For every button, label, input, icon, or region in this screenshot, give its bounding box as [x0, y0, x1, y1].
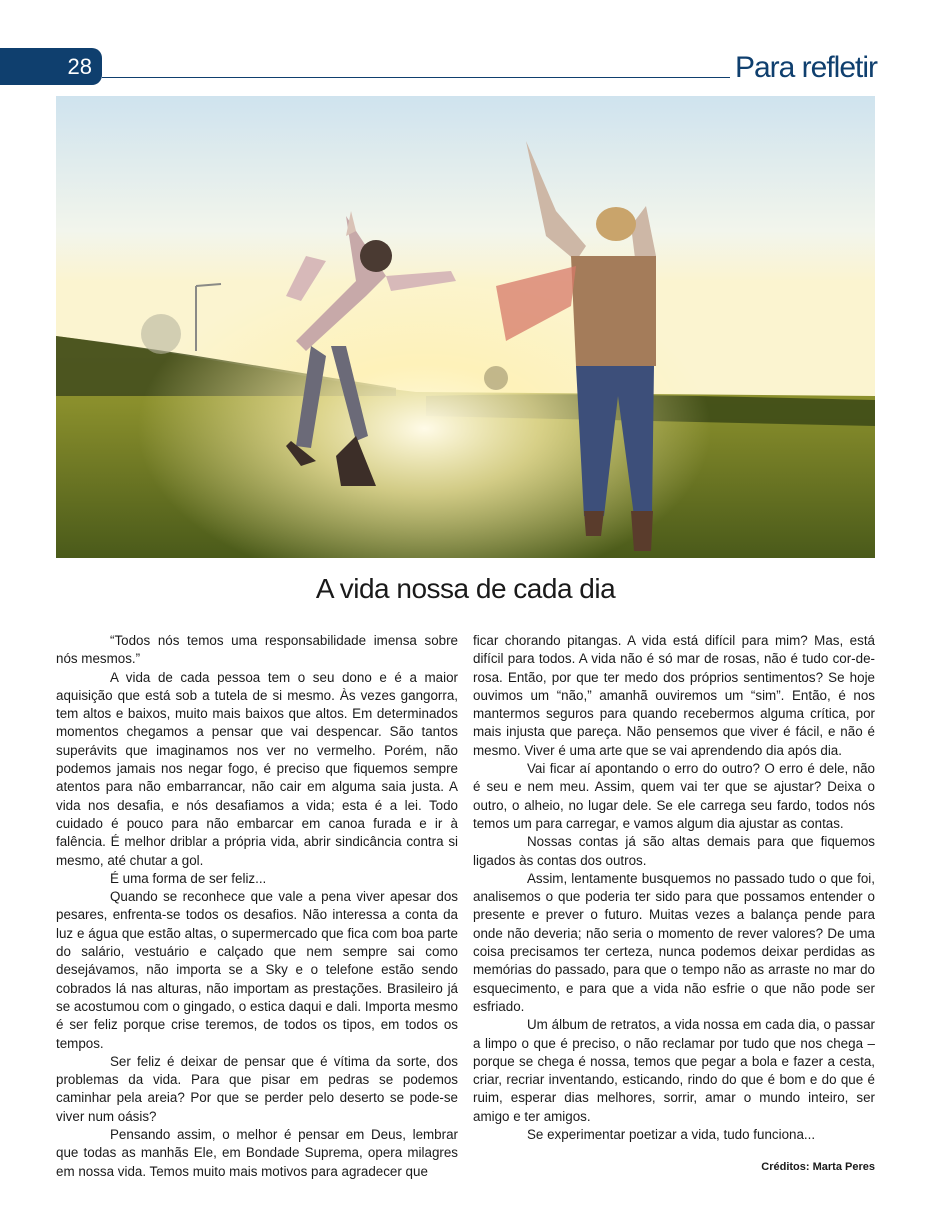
- paragraph: Pensando assim, o melhor é pensar em Deus, lembrar que todas as manhãs Ele, em Bondade Suprema, opera milagres em nossa vida. Temos muito mais motivos para agradecer que: [56, 1127, 458, 1179]
- photo-illustration: [56, 96, 875, 558]
- paragraph: Nossas contas já são altas demais para que fiquemos ligados às contas dos outros.: [473, 834, 875, 868]
- section-title: Para refletir: [734, 51, 877, 84]
- article-title: A vida nossa de cada dia: [315, 573, 616, 604]
- article-photo: [56, 96, 875, 558]
- article-column-left: [56, 632, 458, 1181]
- page-number-tab: [0, 48, 102, 85]
- paragraph: Se experimentar poetizar a vida, tudo funciona...: [527, 1127, 816, 1143]
- article-column-right: [473, 632, 875, 1144]
- paragraph: “Todos nós temos uma responsabilidade imensa sobre nós mesmos.”: [56, 633, 458, 667]
- paragraph: Vai ficar aí apontando o erro do outro? O erro é dele, não é seu e nem meu. Assim, quem vai ter que se ajustar? Deixa o outro, o alheio, no lugar dele. Se ele carrega seu fardo, todos nós temos um para carregar, e vamos algum dia ajustar as contas.: [473, 761, 875, 831]
- paragraph: A vida de cada pessoa tem o seu dono e é a maior aquisição que está sob a tutela de si mesmo. Às vezes gangorra, tem altos e baixos, muito mais baixos que altos. Em determinados momentos chegamos a pensar que vai despencar. São tantos superávits que imaginamos nos ver no vermelho. Porém, não podemos jamais nos negar fogo, é preciso que fiquemos sempre atentos para não embarrancar, não cair em alguma saia justa. A vida nos desafia, e nós desafiamos a vida; esta é a lei. Todo cuidado é pouco para não embarcar em canoa furada e ir à falência. É melhor driblar a própria vida, abrir sindicância contra si mesmo, até chutar a gol.: [56, 669, 458, 868]
- paragraph: Ser feliz é deixar de pensar que é vítima da sorte, dos problemas da vida. Para que pisar em pedras se podemos caminhar pela areia? Por que se perder pelo deserto se pode-se viver num oásis?: [56, 1053, 458, 1124]
- paragraph: ficar chorando pitangas. A vida está difícil para mim? Mas, está difícil para todos. A vida não é só mar de rosas, não é tudo cor-de-rosa. Então, por que ter medo dos próprios sentimentos? Se hoje ouvimos um “não,” amanhã ouviremos um “sim”. Então, é nos mantermos seguros para quando recebermos alguma crítica, por mais injusta que pareça. Não pensemos que viver é fácil, e não é mesmo. Viver é uma arte que se vai aprendendo dia após dia.: [473, 633, 875, 758]
- page-number: 28: [67, 54, 92, 79]
- paragraph: Assim, lentamente busquemos no passado tudo o que foi, analisemos o que poderia ter sido para que possamos entender o presente e prever o futuro. Muitas vezes a balança pende para onde não deveria; não seria o momento de rever valores? De uma coisa precisamos ter certeza, nunca podemos deixar perdidas as memórias do passado, para que o tempo não as arraste no mar do esquecimento, e para que a vida não esfrie o que não pode ser esfriado.: [473, 870, 875, 1014]
- paragraph: É uma forma de ser feliz...: [110, 870, 267, 886]
- paragraph: Quando se reconhece que vale a pena viver apesar dos pesares, enfrenta-se todos os desafios. Não interessa a conta da luz e água que estão altas, o supermercado que fica com boa parte do salário, vestuário e calçado que nem sempre sai como desejávamos, não importa se a Sky e o telefone estão sendo cobrados lá nas alturas, não importam as prestações. Brasileiro já se acostumou com o gingado, o estica daqui e dali. Importa mesmo é ser feliz porque crise teremos, de todos os tipos, em todos os tempos.: [56, 889, 458, 1051]
- credits: Créditos: Marta Peres: [761, 1161, 875, 1173]
- header-rule: [102, 77, 730, 78]
- paragraph: Um álbum de retratos, a vida nossa em cada dia, o passar a limpo o que é preciso, o não reclamar por tudo que nos chega – porque se chega é nossa, temos que pegar a bola e fazer a cesta, criar, recriar inventando, esticando, rindo do que é bom e do que é ruim, esperar dias melhores, sorrir, amar o mundo inteiro, ser amigo e ter amigos.: [473, 1017, 875, 1124]
